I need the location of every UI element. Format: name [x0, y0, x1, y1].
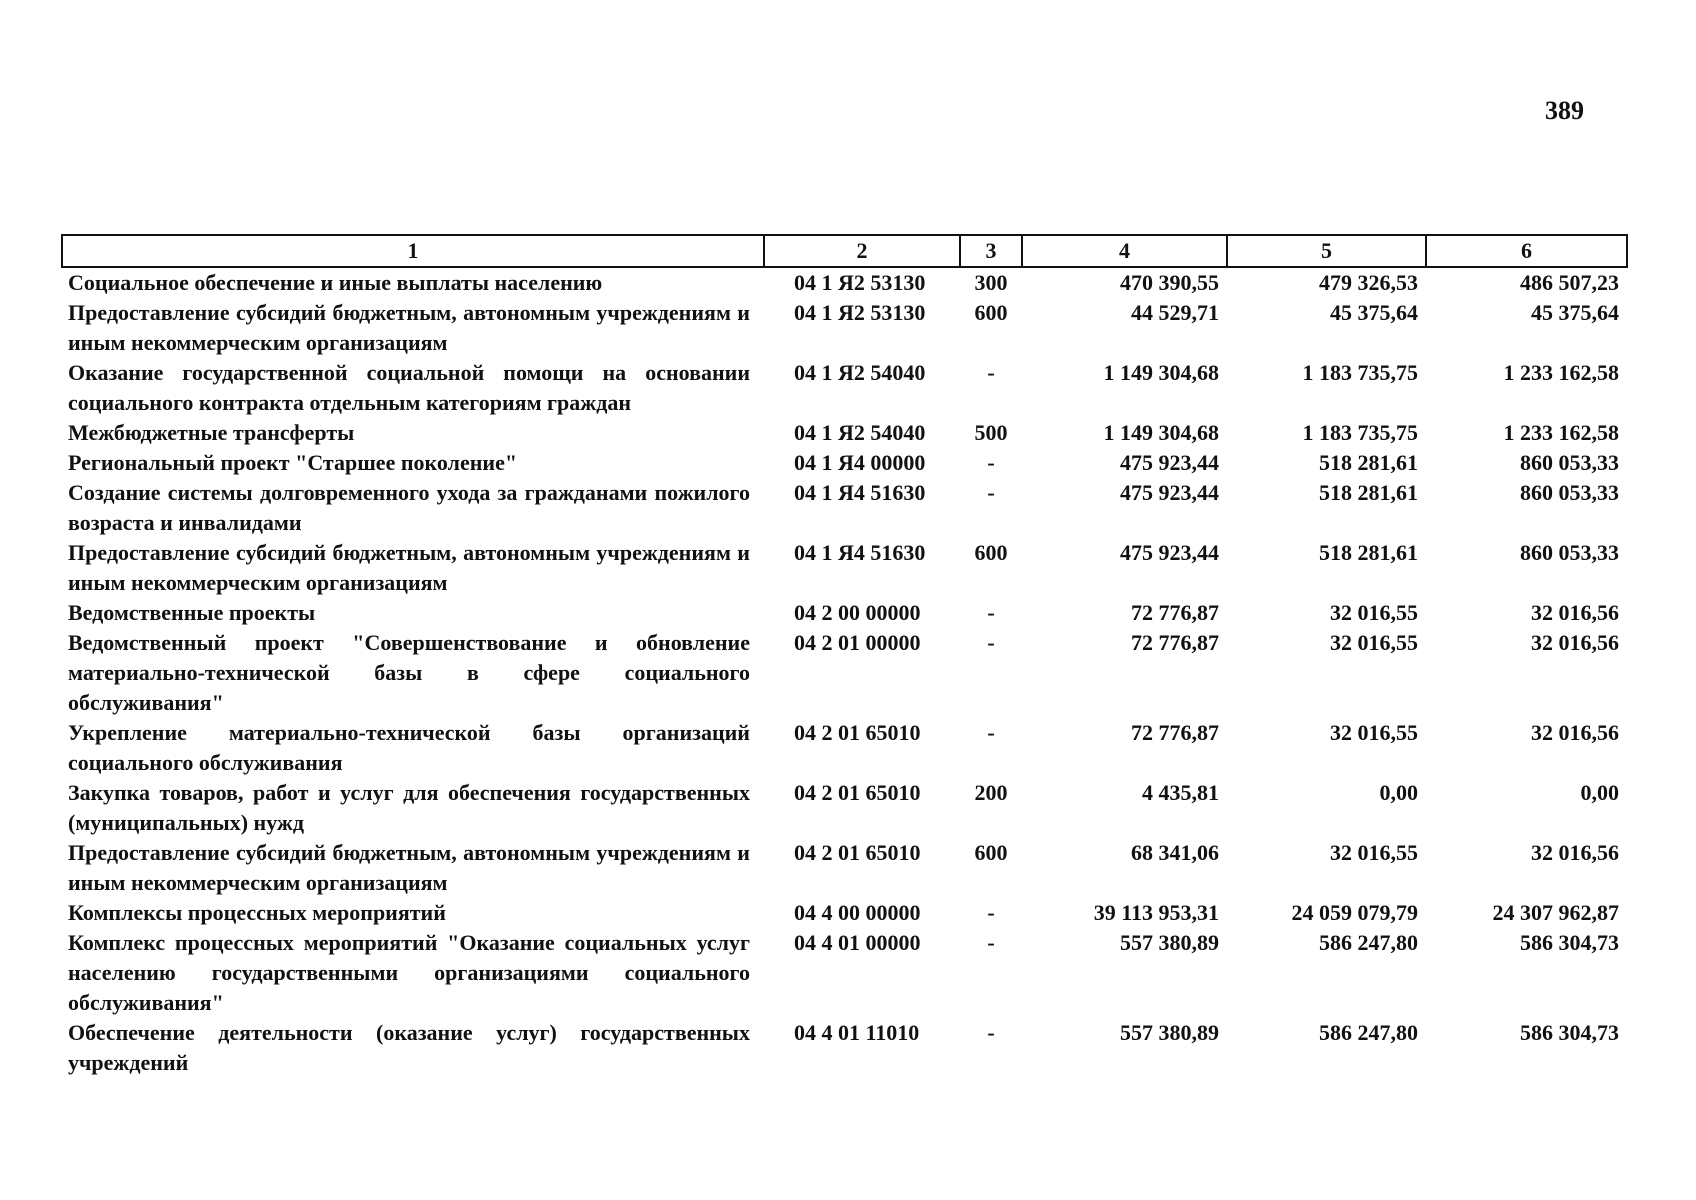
row-value-col4: 4 435,81 [1142, 780, 1219, 805]
table-row [62, 448, 1627, 478]
budget-table [61, 234, 1628, 1078]
row-value-col5: 1 183 735,75 [1302, 360, 1418, 385]
row-value-col4: 39 113 953,31 [1093, 900, 1219, 925]
row-value-col5: 518 281,61 [1319, 480, 1418, 505]
row-value-col6: 586 304,73 [1520, 1020, 1619, 1045]
row-value-col5: 518 281,61 [1319, 450, 1418, 475]
row-value-col6: 32 016,56 [1531, 720, 1619, 745]
row-value-col5: 479 326,53 [1319, 270, 1418, 295]
row-code: 04 1 Я4 00000 [794, 450, 926, 475]
row-expense-type: - [987, 480, 995, 505]
row-expense-type: - [987, 360, 995, 385]
row-name: Оказание государственной социальной помощи на основании социального контракта отдельным категориям граждан [68, 360, 750, 415]
row-name: Комплекс процессных мероприятий "Оказание социальных услуг населению государственными организациями социального обслуживания" [68, 930, 750, 1015]
table-row [62, 298, 1627, 358]
row-value-col6: 32 016,56 [1531, 840, 1619, 865]
row-code: 04 2 01 65010 [794, 720, 921, 745]
row-value-col5: 32 016,55 [1330, 720, 1418, 745]
row-value-col4: 475 923,44 [1120, 450, 1219, 475]
row-value-col4: 557 380,89 [1120, 930, 1219, 955]
row-expense-type: - [987, 1020, 995, 1045]
row-value-col4: 1 149 304,68 [1103, 420, 1219, 445]
table-header [62, 235, 1627, 267]
row-expense-type: - [987, 630, 995, 655]
table-row [62, 1018, 1627, 1078]
row-name: Создание системы долговременного ухода за гражданами пожилого возраста и инвалидами [68, 480, 750, 535]
row-value-col6: 0,00 [1580, 780, 1619, 805]
row-name: Предоставление субсидий бюджетным, автономным учреждениям и иным некоммерческим организациям [68, 540, 750, 595]
page-number: 389 [1545, 96, 1584, 125]
row-code: 04 1 Я2 54040 [794, 360, 926, 385]
row-value-col4: 557 380,89 [1120, 1020, 1219, 1045]
row-value-col4: 72 776,87 [1131, 600, 1219, 625]
table-row [62, 778, 1627, 838]
row-expense-type: 600 [974, 840, 1008, 865]
row-name: Закупка товаров, работ и услуг для обеспечения государственных (муниципальных) нужд [68, 780, 750, 835]
row-name: Ведомственные проекты [68, 600, 316, 625]
table-row [62, 478, 1627, 538]
row-value-col6: 586 304,73 [1520, 930, 1619, 955]
row-value-col6: 860 053,33 [1520, 450, 1619, 475]
row-value-col5: 1 183 735,75 [1302, 420, 1418, 445]
row-expense-type: 500 [974, 420, 1008, 445]
row-code: 04 1 Я2 53130 [794, 300, 926, 325]
table-row [62, 267, 1627, 298]
row-value-col6: 32 016,56 [1531, 630, 1619, 655]
row-code: 04 4 01 11010 [794, 1020, 920, 1045]
row-expense-type: 600 [974, 540, 1008, 565]
row-value-col5: 586 247,80 [1319, 930, 1418, 955]
table-row [62, 598, 1627, 628]
column-header-6: 6 [1426, 235, 1627, 267]
table-row [62, 628, 1627, 718]
row-expense-type: - [987, 600, 995, 625]
table-row [62, 898, 1627, 928]
row-value-col6: 1 233 162,58 [1503, 360, 1619, 385]
header-row [62, 235, 1627, 267]
row-value-col5: 518 281,61 [1319, 540, 1418, 565]
row-name: Комплексы процессных мероприятий [68, 900, 446, 925]
row-code: 04 1 Я4 51630 [794, 480, 926, 505]
column-header-2: 2 [764, 235, 960, 267]
row-value-col4: 72 776,87 [1131, 720, 1219, 745]
row-code: 04 1 Я2 54040 [794, 420, 926, 445]
row-expense-type: 300 [974, 270, 1008, 295]
row-value-col4: 475 923,44 [1120, 540, 1219, 565]
row-name: Укрепление материально-технической базы организаций социального обслуживания [68, 720, 750, 775]
row-value-col5: 586 247,80 [1319, 1020, 1418, 1045]
row-value-col5: 32 016,55 [1330, 600, 1418, 625]
row-name: Социальное обеспечение и иные выплаты населению [68, 270, 603, 295]
column-header-1: 1 [62, 235, 764, 267]
row-value-col5: 32 016,55 [1330, 840, 1418, 865]
row-value-col4: 68 341,06 [1131, 840, 1219, 865]
row-name: Предоставление субсидий бюджетным, автономным учреждениям и иным некоммерческим организациям [68, 300, 750, 355]
row-code: 04 4 01 00000 [794, 930, 921, 955]
table-row [62, 718, 1627, 778]
row-name: Межбюджетные трансферты [68, 420, 355, 445]
row-value-col5: 45 375,64 [1330, 300, 1418, 325]
row-value-col5: 0,00 [1379, 780, 1418, 805]
row-value-col4: 44 529,71 [1131, 300, 1219, 325]
row-value-col4: 1 149 304,68 [1103, 360, 1219, 385]
row-value-col4: 72 776,87 [1131, 630, 1219, 655]
table-row [62, 358, 1627, 418]
row-value-col6: 32 016,56 [1531, 600, 1619, 625]
table-row [62, 538, 1627, 598]
row-expense-type: 200 [974, 780, 1008, 805]
column-header-4: 4 [1022, 235, 1227, 267]
row-code: 04 4 00 00000 [794, 900, 921, 925]
row-value-col6: 24 307 962,87 [1492, 900, 1619, 925]
row-value-col4: 475 923,44 [1120, 480, 1219, 505]
row-value-col6: 45 375,64 [1531, 300, 1619, 325]
row-value-col6: 860 053,33 [1520, 480, 1619, 505]
row-value-col5: 32 016,55 [1330, 630, 1418, 655]
row-name: Региональный проект "Старшее поколение" [68, 450, 518, 475]
row-value-col6: 486 507,23 [1520, 270, 1619, 295]
row-name: Обеспечение деятельности (оказание услуг) государственных учреждений [68, 1020, 750, 1075]
table-row [62, 928, 1627, 1018]
row-value-col4: 470 390,55 [1120, 270, 1219, 295]
row-name: Предоставление субсидий бюджетным, автономным учреждениям и иным некоммерческим организациям [68, 840, 750, 895]
row-code: 04 2 01 65010 [794, 840, 921, 865]
row-expense-type: - [987, 450, 995, 475]
column-header-5: 5 [1227, 235, 1426, 267]
row-value-col6: 1 233 162,58 [1503, 420, 1619, 445]
row-expense-type: - [987, 900, 995, 925]
row-value-col6: 860 053,33 [1520, 540, 1619, 565]
row-expense-type: - [987, 720, 995, 745]
row-expense-type: - [987, 930, 995, 955]
row-name: Ведомственный проект "Совершенствование и обновление материально-технической базы в сфере социального обслуживания" [68, 630, 750, 715]
table-row [62, 418, 1627, 448]
row-code: 04 1 Я2 53130 [794, 270, 926, 295]
table-body [62, 267, 1627, 1078]
table-row [62, 838, 1627, 898]
row-value-col5: 24 059 079,79 [1291, 900, 1418, 925]
row-code: 04 1 Я4 51630 [794, 540, 926, 565]
row-code: 04 2 01 65010 [794, 780, 921, 805]
row-code: 04 2 01 00000 [794, 630, 921, 655]
column-header-3: 3 [960, 235, 1022, 267]
row-code: 04 2 00 00000 [794, 600, 921, 625]
row-expense-type: 600 [974, 300, 1008, 325]
